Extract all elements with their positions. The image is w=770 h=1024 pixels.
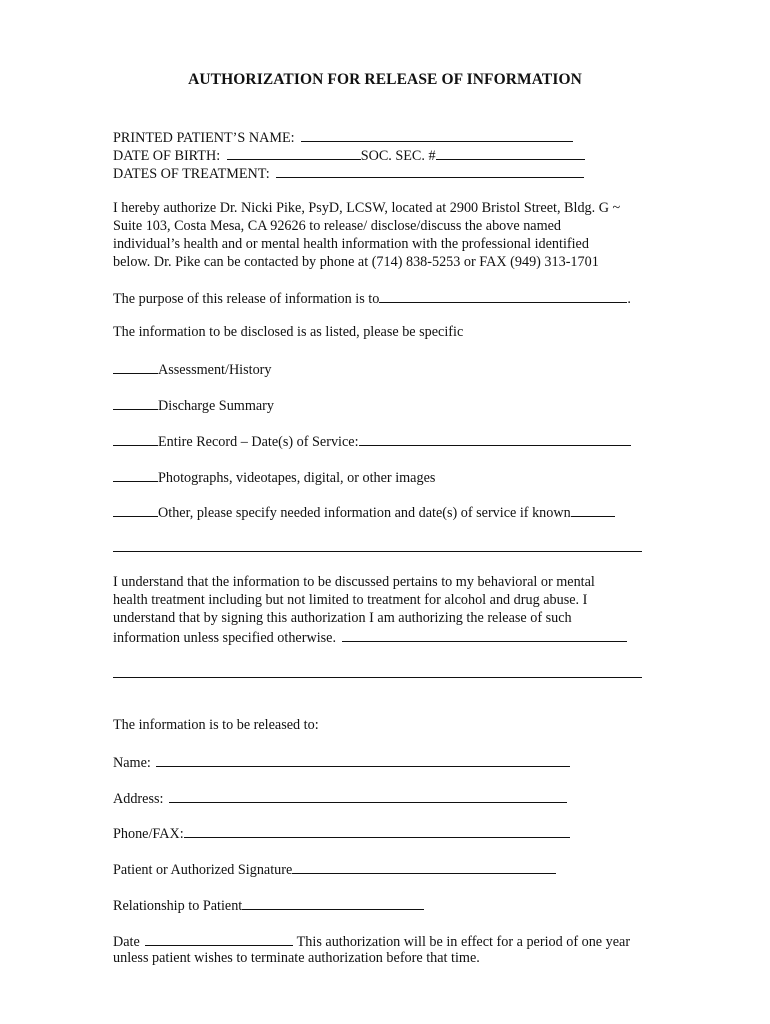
- understanding-line-1: I understand that the information to be discussed pertains to my behavioral or mental: [113, 574, 595, 590]
- treatment-dates-field[interactable]: [276, 163, 584, 178]
- recipient-address-label: Address:: [113, 791, 164, 807]
- checklist-blank[interactable]: [113, 395, 158, 410]
- checklist-item-discharge: [113, 395, 274, 415]
- recipient-address-row: [113, 788, 567, 808]
- relationship-label: Relationship to Patient: [113, 898, 243, 914]
- checklist-blank[interactable]: [113, 502, 158, 517]
- recipient-name-label: Name:: [113, 755, 151, 771]
- dob-field[interactable]: [227, 145, 361, 160]
- recipient-phone-label: Phone/FAX:: [113, 826, 184, 842]
- ssn-field[interactable]: [436, 145, 585, 160]
- understanding-line-4-text: information unless specified otherwise.: [113, 630, 337, 646]
- purpose-field[interactable]: [379, 288, 627, 303]
- purpose-period: .: [627, 291, 631, 307]
- release-to-heading: The information is to be released to:: [113, 717, 319, 733]
- other-info-field[interactable]: [571, 502, 615, 517]
- treatment-dates-label: DATES OF TREATMENT:: [113, 166, 270, 182]
- signature-label: Patient or Authorized Signature: [113, 862, 293, 878]
- ssn-label: SOC. SEC. #: [360, 148, 436, 164]
- dob-row: [113, 145, 585, 165]
- form-title: AUTHORIZATION FOR RELEASE OF INFORMATION: [188, 71, 582, 88]
- other-info-line[interactable]: [113, 551, 642, 552]
- checklist-item-entire-record: [113, 431, 631, 451]
- purpose-label: The purpose of this release of information is to: [113, 291, 380, 307]
- checklist-item-other: [113, 502, 615, 522]
- relationship-field[interactable]: [242, 895, 424, 910]
- checklist-label: Other, please specify needed information and date(s) of service if known: [158, 505, 571, 521]
- recipient-phone-row: [113, 823, 570, 843]
- recipient-phone-field[interactable]: [184, 823, 570, 838]
- checklist-item-photographs: [113, 467, 435, 487]
- checklist-label: Photographs, videotapes, digital, or other images: [158, 470, 436, 486]
- disclosure-intro: The information to be disclosed is as listed, please be specific: [113, 324, 464, 340]
- purpose-row: [113, 288, 631, 308]
- date-row: [113, 931, 630, 951]
- termination-text: unless patient wishes to terminate authorization before that time.: [113, 950, 480, 966]
- understanding-line-4: [113, 627, 627, 647]
- patient-name-label: PRINTED PATIENT’S NAME:: [113, 130, 295, 146]
- checklist-blank[interactable]: [113, 431, 158, 446]
- patient-name-field[interactable]: [301, 127, 573, 142]
- authorization-line-4: below. Dr. Pike can be contacted by phone at (714) 838-5253 or FAX (949) 313-1701: [113, 254, 599, 270]
- date-field[interactable]: [145, 931, 293, 946]
- signature-row: [113, 859, 556, 879]
- date-label: Date: [113, 934, 140, 950]
- signature-field[interactable]: [292, 859, 556, 874]
- understanding-line-2: health treatment including but not limited to treatment for alcohol and drug abuse. I: [113, 592, 588, 608]
- service-dates-field[interactable]: [359, 431, 631, 446]
- checklist-item-assessment: [113, 359, 272, 379]
- dob-label: DATE OF BIRTH:: [113, 148, 221, 164]
- checklist-label: Discharge Summary: [158, 398, 274, 414]
- specified-otherwise-field[interactable]: [342, 627, 627, 642]
- checklist-blank[interactable]: [113, 359, 158, 374]
- recipient-name-row: [113, 752, 570, 772]
- recipient-name-field[interactable]: [156, 752, 570, 767]
- checklist-label: Entire Record – Date(s) of Service:: [158, 434, 359, 450]
- authorization-line-1: I hereby authorize Dr. Nicki Pike, PsyD, LCSW, located at 2900 Bristol Street, Bldg. G ~: [113, 200, 621, 216]
- patient-name-row: [113, 127, 573, 147]
- authorization-line-3: individual’s health and or mental health information with the professional identified: [113, 236, 589, 252]
- checklist-blank[interactable]: [113, 467, 158, 482]
- authorization-line-2: Suite 103, Costa Mesa, CA 92626 to release/ disclose/discuss the above named: [113, 218, 562, 234]
- recipient-address-field[interactable]: [169, 788, 567, 803]
- specified-otherwise-line[interactable]: [113, 677, 642, 678]
- effective-period-text: This authorization will be in effect for a period of one year: [296, 934, 631, 950]
- checklist-label: Assessment/History: [158, 362, 272, 378]
- treatment-dates-row: [113, 163, 584, 183]
- relationship-row: [113, 895, 424, 915]
- understanding-line-3: understand that by signing this authorization I am authorizing the release of such: [113, 610, 572, 626]
